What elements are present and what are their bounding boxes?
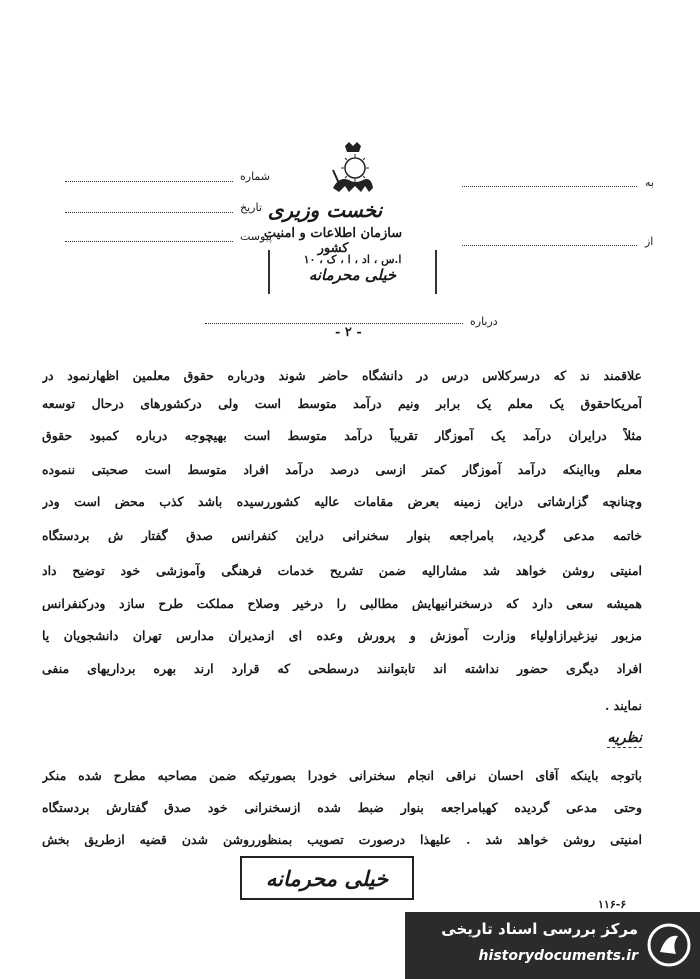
org-subtitle: سازمان اطلاعات و امنیت کشور [263,226,403,256]
number-label: شماره [240,170,271,183]
classification-stamp [240,856,414,900]
reference-number: ۱۱۶-۶ [598,898,627,911]
from-dotted-line [462,245,637,246]
body-line: مثلاً درایران درآمد یک آموزگار تقریباً درآمد متوسط است بهیچوجه درباره کمبود حقوق [42,428,642,443]
body-line: همیشه سعی دارد که درسخنرانیهایش مطالبی را درخیر وصلاح مملکت طرح سازد ودرکنفرانس [42,596,642,611]
lion-and-sun-emblem-icon [325,140,381,196]
body-line: وچنانچه گزارشاتی دراین زمینه بعرض مقامات عالیه کشوررسیده باشد کذب محض است ودر [42,494,642,509]
body-line: آمریکاحقوق یک معلم یک برابر ونیم درآمد متوسط است ولی درکشورهای درحال توسعه [42,396,642,411]
attachment-label: پیوست [240,230,273,243]
from-label: از [645,235,654,248]
top-stamp-classification: خیلی محرمانه [308,266,397,284]
watermark-url: historydocuments.ir [478,948,638,964]
to-label: به [645,176,654,189]
note-line: امنیتی روشن خواهد شد . علیهذا درصورت تصویب بمنظورروشن شدن قضیه ازطریق بخش [42,832,642,847]
note-line: وحتی مدعی گردیده کهبامراجعه بنوار ضبط شده ازسخنرانی خود صدق گفتارش بردستگاه [42,800,642,815]
page-marker: - ۲ - [335,325,362,340]
body-line: معلم وبااینکه درآمد آموزگار کمتر ازسی درصد درآمد افراد متوسط است صحبتی ننموده [42,462,642,477]
archive-logo-icon [646,922,692,968]
classification-stamp-text: خیلی محرمانه [265,865,389,891]
org-title: نخست وزیری [267,198,383,222]
body-line: خاتمه مدعی گردید، بامراجعه بنوار سخنرانی دراین کنفرانس صدق گفتار ش بردستگاه [42,528,642,543]
body-line: افراد دیگری حضور نداشته اند تابتوانند درسطحی که قرارد ارند بهره برداریهای منفی [42,661,642,676]
to-dotted-line [462,186,637,187]
note-line: باتوجه باینکه آقای احسان نراقی انجام سخنرانی خودرا بصورتیکه ضمن مصاحبه مطرح شده منکر [42,768,642,783]
date-label: تاریخ [240,201,262,214]
watermark-banner [405,912,700,979]
note-heading: نظریه [607,730,642,746]
attachment-dotted-line [65,241,233,242]
body-line: امنیتی روشن خواهد شد مشارالیه ضمن تشریح خدمات فرهنگی وآموزشی خود توضیح داد [42,563,642,578]
body-line: مزبور نیزغیرازاولیاء وزارت آموزش و پرورش وعده ای ازمدیران مدارس تهران دانشجویان یا [42,628,642,643]
watermark-title: مرکز بررسی اسناد تاریخی [441,920,638,938]
top-stamp [268,250,437,294]
number-dotted-line [65,181,233,182]
date-dotted-line [65,212,233,213]
top-stamp-code: ا.س ، اد ، ا ، ک ، ۱۰ [303,253,402,266]
body-line: علاقمند ند که درسرکلاس درس در دانشگاه حاضر شوند ودرباره حقوق معلمین اظهارنمود در [42,368,642,383]
subject-label: درباره [470,315,498,328]
subject-dotted-line [205,323,463,324]
body-line-last: نمایند . [604,698,642,713]
